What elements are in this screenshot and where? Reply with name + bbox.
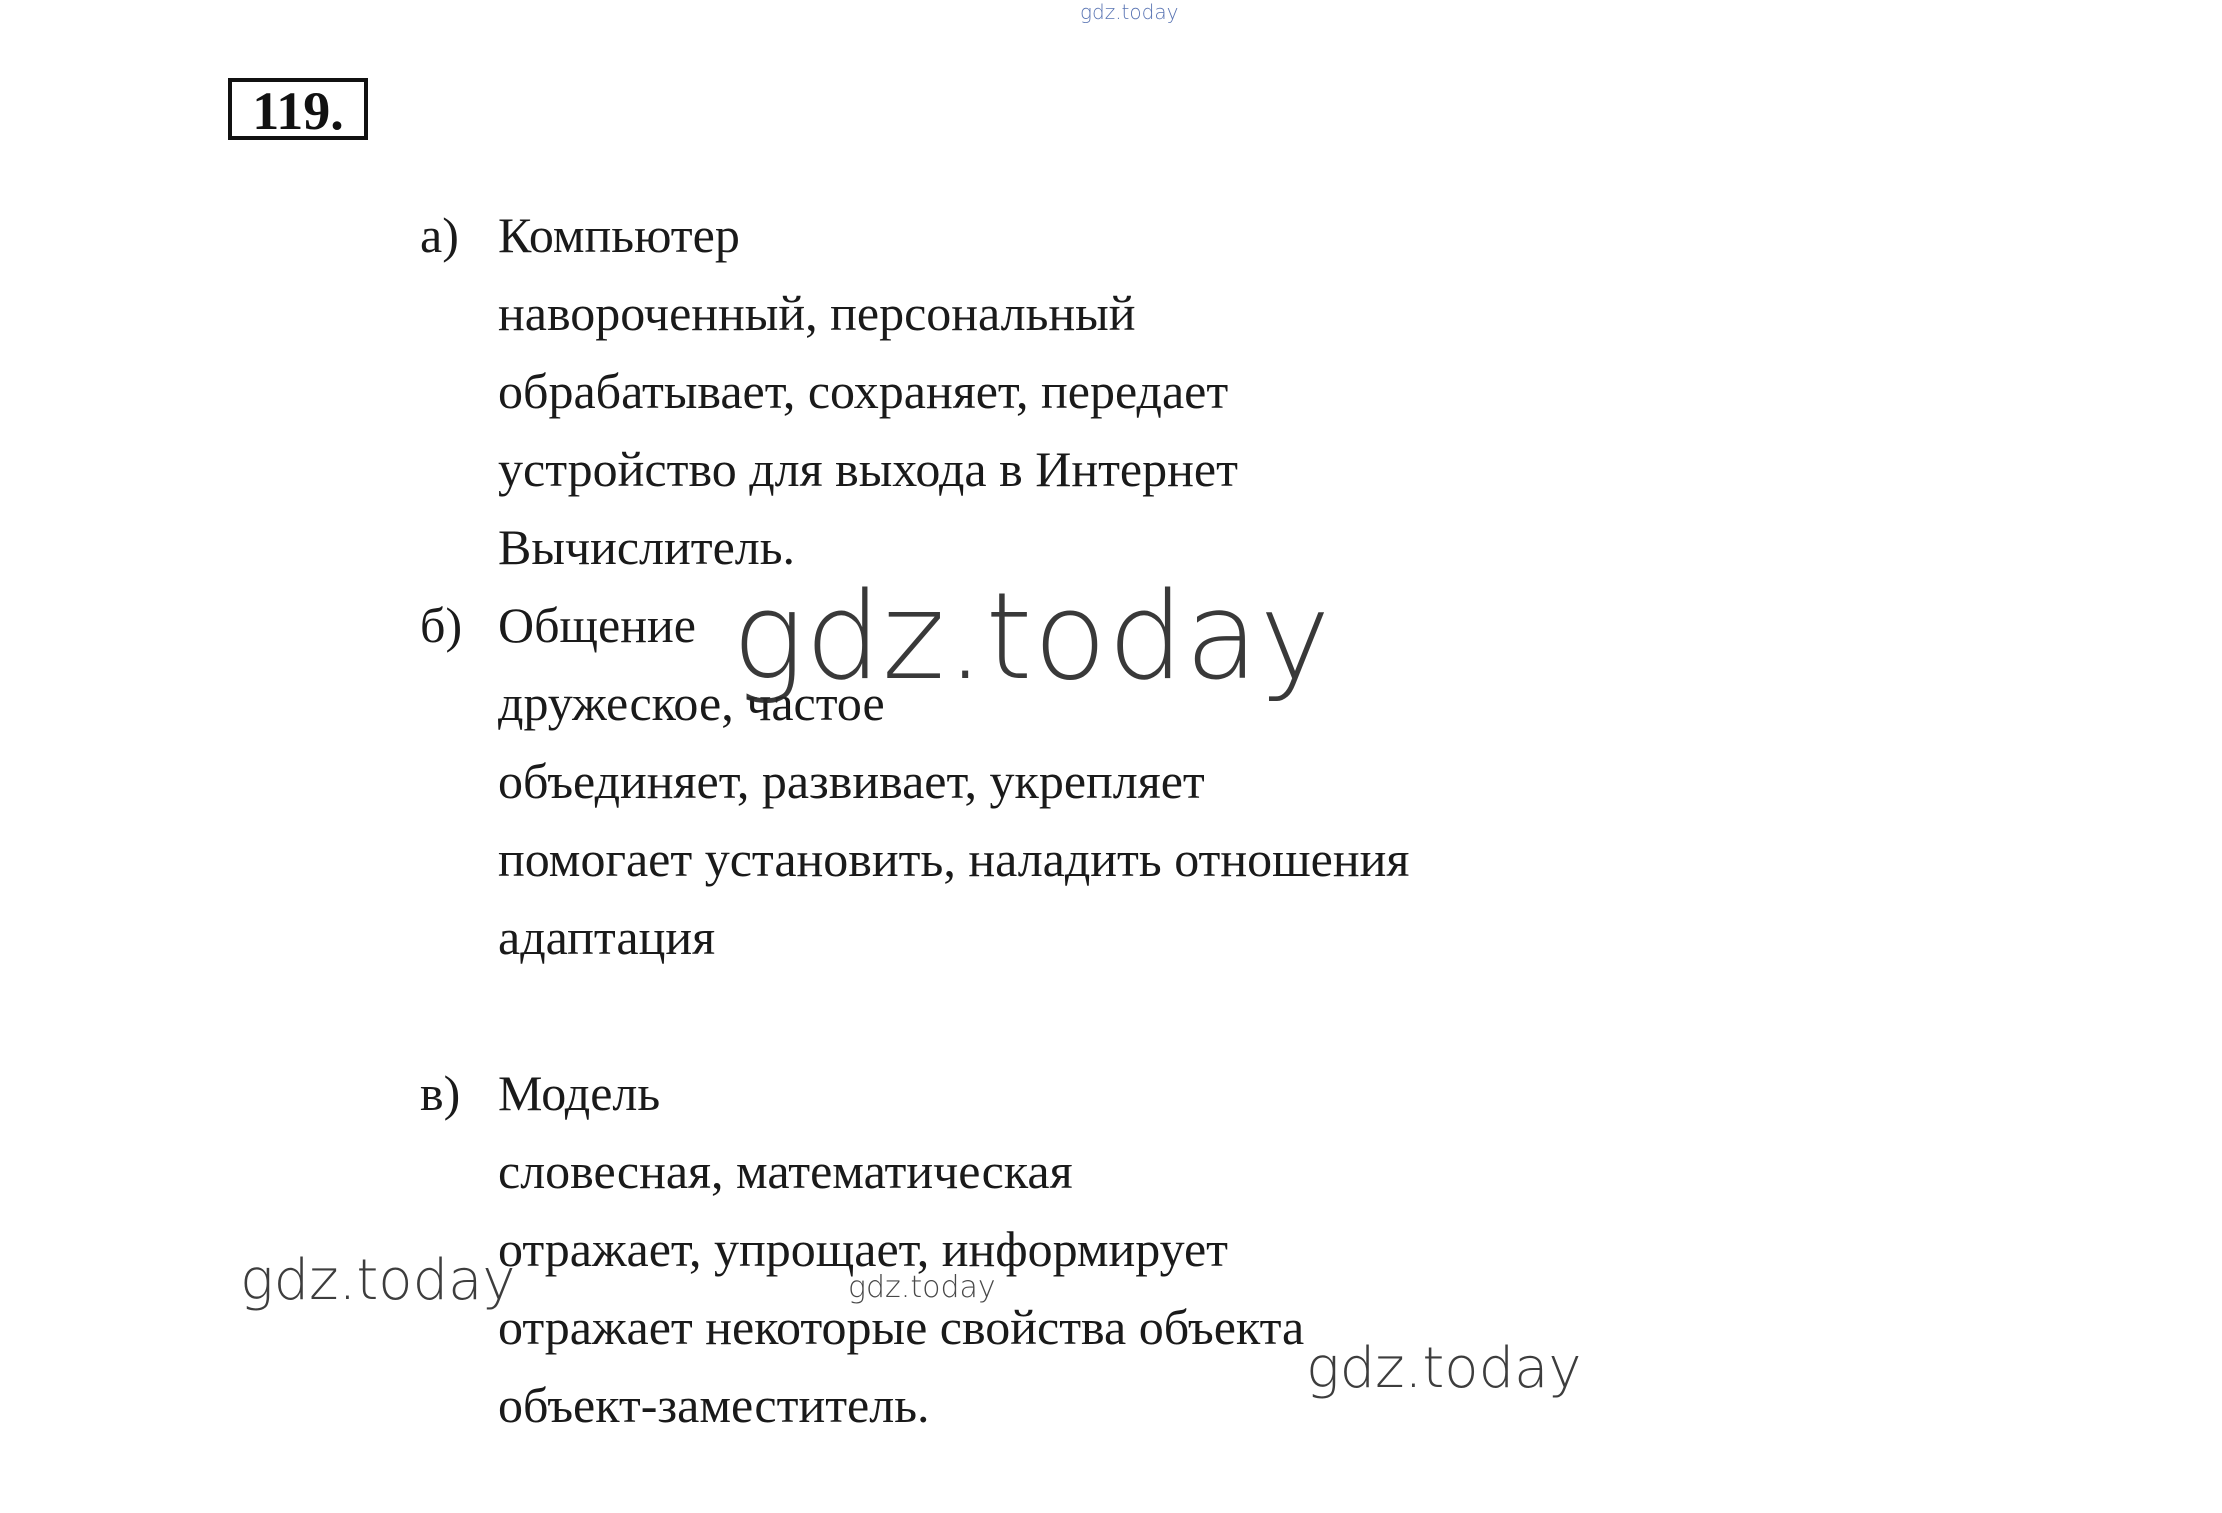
watermark-right: gdz.today: [1306, 1336, 1582, 1401]
section-a-line-1: Компьютер: [498, 207, 740, 263]
section-b-line-3: объединяет, развивает, укрепляет: [498, 753, 1205, 809]
section-c-lines: [498, 1054, 1304, 1444]
watermark-left: gdz.today: [240, 1248, 516, 1313]
section-label-b: б): [420, 597, 463, 653]
section-label-c: в): [420, 1065, 461, 1121]
section-b-lines: [498, 586, 1409, 976]
section-b-line-1: Общение: [498, 597, 696, 653]
watermark-top: gdz.today: [1080, 0, 1179, 24]
section-a-line-4: устройство для выхода в Интернет: [498, 441, 1238, 497]
section-c-line-2: словесная, математическая: [498, 1143, 1073, 1199]
section-c-line-1: Модель: [498, 1065, 661, 1121]
watermark-mid: gdz.today: [848, 1270, 996, 1305]
section-c-line-3: отражает, упрощает, информирует: [498, 1221, 1229, 1277]
problem-number-box: 119.: [228, 78, 368, 140]
section-a-lines: [498, 196, 1238, 586]
section-a-line-3: обрабатывает, сохраняет, передает: [498, 363, 1229, 419]
section-c-line-4: отражает некоторые свойства объекта: [498, 1299, 1305, 1355]
section-b-line-4: помогает установить, наладить отношения: [498, 831, 1410, 887]
watermark-big: gdz.today: [732, 568, 1332, 707]
section-c-line-5: объект-заместитель.: [498, 1377, 930, 1433]
section-a-line-2: навороченный, персональный: [498, 285, 1136, 341]
section-b-line-2: дружеское, частое: [498, 675, 885, 731]
section-a-line-5: Вычислитель.: [498, 519, 796, 575]
section-label-a: а): [420, 207, 459, 263]
section-b-line-5: адаптация: [498, 909, 716, 965]
